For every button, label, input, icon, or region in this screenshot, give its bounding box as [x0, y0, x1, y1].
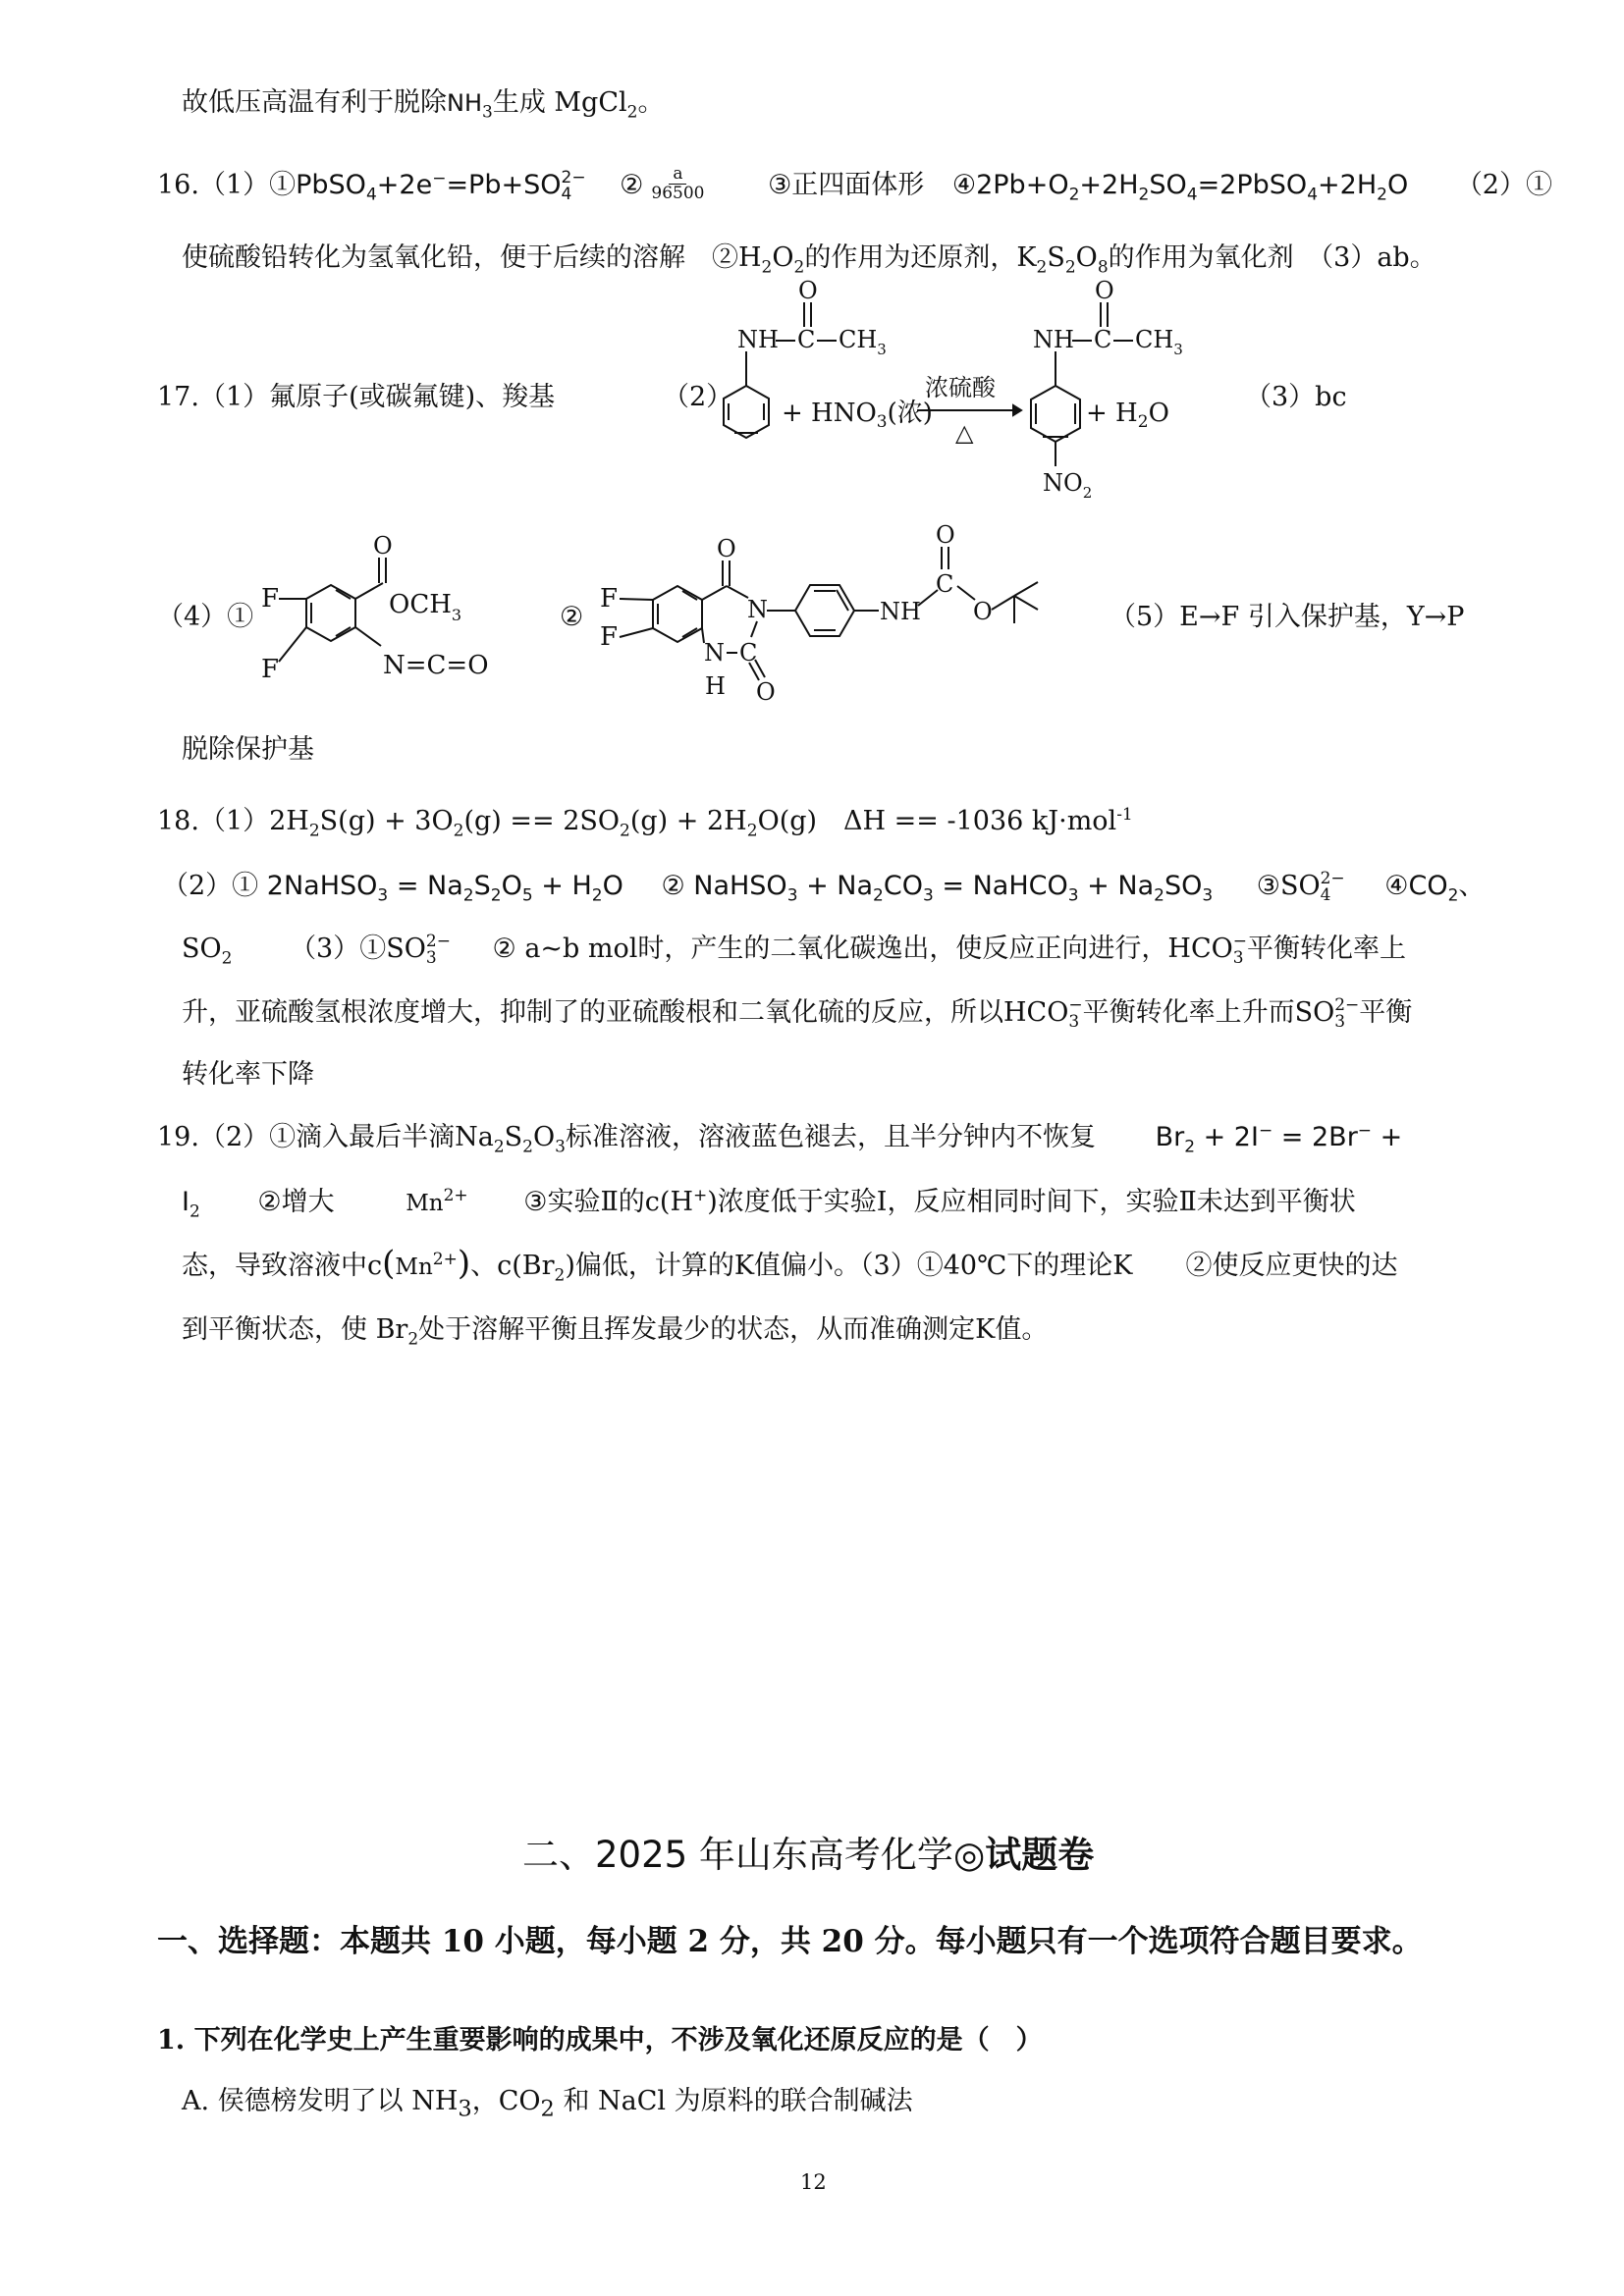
- quin-o4: O: [717, 535, 736, 562]
- acetanilide-ch3: [839, 326, 887, 358]
- section2-heading: 一、选择题：本题共 10 小题，每小题 2 分，共 20 分。每小题只有一个选项符合题目要求。: [157, 1924, 1423, 1959]
- q18-line2: [162, 870, 1485, 904]
- q18-line3-a: SO: [182, 934, 222, 964]
- q19-line3: 态，导致溶液中$c(Mn^{2+})$、$c(Br_2)$偏低，计算的K值偏小。（3）①40℃下的理论K ②使反应更快的达: [182, 1244, 1398, 1286]
- isocyanate-och3-sub: 3: [451, 606, 462, 624]
- q18-eq2-d-sub: 3: [1067, 885, 1079, 906]
- q18-line1-a: 18.（1）2H: [157, 806, 309, 836]
- q16-eq1-c-sub: 4: [561, 184, 572, 204]
- q19-line2-d-sup: +: [693, 1186, 708, 1205]
- quin-phenyl-inner3: [837, 590, 848, 611]
- intro-mg-sub: 2: [626, 102, 638, 123]
- q16-eq2-c-sub: 4: [1186, 185, 1198, 205]
- q1-option-a-mid: ，CO: [471, 2086, 541, 2116]
- q19-line3-d: )偏低，计算的K值偏小。（3）①40℃下的理论K ②使反应更快的达: [565, 1251, 1398, 1281]
- q16-fraction-den: 96500: [651, 184, 705, 203]
- q16-eq2-a-sub: 2: [1068, 185, 1080, 205]
- q19-line1: [157, 1121, 1403, 1157]
- q19-eq-d: +: [1372, 1122, 1403, 1152]
- q18-line4-a-sub: 3: [1068, 1011, 1080, 1032]
- q19-line2: [182, 1186, 1356, 1220]
- isocyanate-f2: F: [261, 655, 280, 684]
- quin-c4-bond: [702, 586, 727, 600]
- q19-line4-b: 处于溶解平衡且挥发最少的状态，从而准确测定K值。: [418, 1314, 1049, 1345]
- q1-option-a-end: 和 NaCl 为原料的联合制碱法: [554, 2086, 913, 2116]
- intro-line: [182, 86, 665, 123]
- q18-line3-c-sup: −: [1232, 931, 1247, 951]
- q17-hno3: + HNO: [782, 399, 877, 428]
- q17-part4-marker: （4）①: [157, 602, 254, 632]
- q17-conc: (浓): [887, 399, 933, 428]
- q16-line2-a: 使硫酸铅转化为氢氧化铅，便于后续的溶解 ②H: [182, 242, 762, 273]
- quin-phenyl-ring: [795, 585, 854, 636]
- q18-line2-c-sub: 4: [1320, 884, 1331, 905]
- q18-line3-d: 平衡转化率上: [1247, 934, 1406, 964]
- q17-part3: （3）bc: [1245, 382, 1347, 412]
- q19-line3-a: 态，导致溶液中c: [182, 1251, 383, 1281]
- q18-eq1-c: S: [473, 871, 491, 901]
- q18-line2-c-text: ③SO: [1256, 871, 1321, 901]
- q16-line2-k-sub: 2: [1036, 257, 1048, 278]
- quinazolinedione-structure: [594, 521, 1105, 706]
- q17-part4b-marker: ②: [560, 602, 584, 632]
- q19-line3-b-sup: 2+: [432, 1250, 458, 1269]
- q16-line2: [182, 241, 1436, 278]
- q16-eq2-a: 2Pb+O: [976, 170, 1069, 200]
- q17-h2o: + H: [1086, 399, 1138, 428]
- q18-eq1: [266, 871, 623, 906]
- acetanilide-c: C: [797, 326, 816, 353]
- product-ring: [1031, 386, 1080, 442]
- q19-eq-c-sup: −: [1357, 1121, 1373, 1141]
- page-number: 12: [800, 2170, 827, 2194]
- q16-eq1-c-sup: 2−: [561, 167, 586, 187]
- quin-tbu-me1: [1014, 582, 1038, 596]
- q18-eq2-a: NaHSO: [693, 871, 787, 901]
- q18-eq1-c-sub: 2: [490, 885, 502, 906]
- q18-line4-a-sup: −: [1068, 994, 1083, 1015]
- q16-line2-e: O: [1075, 242, 1098, 273]
- q18-line1-b-sub: 2: [453, 821, 464, 841]
- q18-line2-c-sup: 2−: [1320, 868, 1345, 888]
- intro-text-end: 。: [637, 87, 665, 118]
- q16-line2-c: 的作用为还原剂，K: [804, 242, 1037, 273]
- q18-line2-b: ②: [661, 871, 685, 901]
- product-ch3: [1135, 326, 1183, 358]
- q18-eq1-b-sub: 2: [462, 885, 474, 906]
- q16-fraction-num: a: [669, 165, 686, 185]
- q19-line2-c-sup: 2+: [443, 1186, 468, 1205]
- intro-text-b: 生成 MgCl: [492, 87, 627, 118]
- quin-f2: F: [600, 622, 619, 652]
- q18-eq2-b-sub: 2: [873, 885, 884, 906]
- product-ch3-sub: 3: [1173, 341, 1183, 358]
- q17-line1: [157, 381, 733, 414]
- q16-eq2: [976, 170, 1409, 205]
- q16-part3: ③正四面体形: [768, 170, 925, 200]
- q18-line1-d: (g) + 2H: [629, 806, 747, 836]
- q18-line1-a-sub: 2: [308, 821, 320, 841]
- quin-n3: N: [747, 596, 768, 623]
- product-c: C: [1094, 326, 1112, 353]
- q19-line1-a: 19.（2）①滴入最后半滴Na: [157, 1122, 494, 1152]
- q18-eq2-c-sub: 3: [922, 885, 934, 906]
- quin-benzene-ring: [653, 586, 702, 642]
- q18-eq2-d: = NaHCO: [933, 871, 1068, 901]
- quin-f2-bond: [620, 628, 653, 637]
- q18-line1-e-sup: -1: [1116, 805, 1133, 825]
- q1-option-a-nh3-sub: 3: [458, 2096, 472, 2122]
- q17-last-line: 脱除保护基: [182, 734, 314, 765]
- q19-line4: [182, 1313, 1049, 1350]
- q16-eq2-e: +2H: [1318, 170, 1378, 200]
- q16-eq1-b: +2e: [376, 170, 433, 200]
- q18-line4-a: 升，亚硫酸氢根浓度增大，抑制了的亚硫酸根和二氧化硫的反应，所以HCO: [182, 997, 1069, 1028]
- isocyanate-och3: [389, 590, 461, 624]
- q18-line5: 转化率下降: [182, 1059, 314, 1090]
- product-ch3-text: CH: [1135, 326, 1174, 353]
- q1-option-a-pre: A. 侯德榜发明了以 NH: [182, 2086, 459, 2116]
- q18-eq2-f: SO: [1164, 871, 1203, 901]
- isocyanate-f1: F: [261, 584, 280, 614]
- product-nh: NH: [1033, 326, 1074, 353]
- q18-line3: [182, 933, 1406, 967]
- q18-eq2-c: CO: [883, 871, 923, 901]
- q19-line1-b-sub: 2: [522, 1137, 533, 1157]
- q19-line4-a: 到平衡状态，使 Br: [182, 1314, 408, 1345]
- section2-title-symbol: ◎: [952, 1834, 986, 1876]
- q19-line1-c: O: [533, 1122, 556, 1152]
- q16-eq1-a-sub: 4: [365, 185, 377, 205]
- q16-line2-f: 的作用为氧化剂 （3）ab。: [1108, 242, 1436, 273]
- product-no2: [1043, 469, 1092, 502]
- isocyanate-och3-text: OCH: [389, 590, 452, 619]
- q18-line2-c: [1256, 868, 1345, 905]
- q18-line1-c-sub: 2: [620, 821, 630, 841]
- q19-line2-c: Mn: [406, 1191, 444, 1216]
- quin-f1: F: [600, 584, 619, 614]
- section2-title-b: 试题卷: [985, 1834, 1095, 1876]
- q18-eq1-a-sub: 3: [377, 885, 389, 906]
- q19-line2-d: ③实验Ⅱ的c(H: [523, 1187, 693, 1217]
- q19-eq: [1155, 1121, 1403, 1157]
- q18-line3-a-sub: 2: [221, 948, 233, 969]
- quin-c4n3-bond: [727, 586, 748, 598]
- intro-nh3: NH: [447, 89, 482, 117]
- q16-line2-b-sub: 2: [793, 257, 805, 278]
- intro-text-a: 故低压高温有利于脱除: [182, 87, 447, 118]
- q18-eq1-f: O: [602, 871, 623, 901]
- q19-eq-b: + 2I: [1195, 1122, 1259, 1152]
- isocyanate-f2-bond: [279, 627, 306, 662]
- q19-line1-c-sub: 3: [555, 1137, 566, 1157]
- q16-line2-d-sub: 2: [1064, 257, 1076, 278]
- acetanilide-nh: NH: [737, 326, 779, 353]
- q19-eq-b-sup: −: [1258, 1121, 1273, 1141]
- q18-line3-b: （3）①SO: [290, 934, 426, 964]
- q19-line1-a-sub: 2: [493, 1137, 505, 1157]
- q16-eq2-d-sub: 4: [1307, 185, 1319, 205]
- q16-line2-b: O: [772, 242, 794, 273]
- quin-nh: NH: [880, 598, 921, 625]
- acetanilide-o: O: [798, 277, 818, 304]
- q16-eq2-b-sub: 2: [1138, 185, 1150, 205]
- q18-line1-c: (g) == 2SO: [463, 806, 621, 836]
- isocyanate-ester-structure: [257, 532, 513, 687]
- q18-line2-d-text: ④CO: [1384, 871, 1448, 901]
- q16-eq2-d: =2PbSO: [1197, 170, 1308, 200]
- quin-nh-c-bond: [918, 590, 938, 606]
- quin-c2: C: [739, 639, 758, 667]
- q18-line1-d-sub: 2: [746, 821, 758, 841]
- quin-n1-ring-bond: [702, 628, 704, 643]
- quin-n1-h: H: [705, 672, 726, 700]
- q17-h2o-sub: 2: [1137, 412, 1149, 433]
- q16-part4-marker: ④: [951, 170, 977, 200]
- acetanilide-ch3-text: CH: [839, 326, 878, 353]
- q18-line2-a: （2）①: [162, 871, 259, 901]
- isocyanate-ring: [306, 585, 355, 641]
- product-no2-text: NO: [1043, 469, 1083, 497]
- q18-line2-d-sub: 2: [1447, 885, 1459, 906]
- q16-eq1: [296, 167, 586, 205]
- q18-line1-b: S(g) + 3O: [319, 806, 454, 836]
- q16-eq1-b-sup: −: [432, 169, 447, 188]
- q19-line2-a-sub: 2: [189, 1201, 200, 1222]
- q18-line2-d: [1384, 871, 1486, 906]
- q1-option-a: [182, 2085, 913, 2125]
- isocyanate-ester-bond: [355, 583, 383, 599]
- q18-eq1-d-sub: 5: [521, 885, 533, 906]
- isocyanate-n-bond: [355, 627, 381, 646]
- q16-number: 16.（1）①: [157, 170, 297, 200]
- q18-line1: [157, 805, 1133, 841]
- q16-eq2-c: SO: [1149, 170, 1187, 200]
- q18-line2-d-end: 、: [1458, 871, 1486, 901]
- q18-line3-c: ② a~b mol时，产生的二氧化碳逸出，使反应正向进行，HCO: [492, 934, 1233, 964]
- q19-line2-e: )浓度低于实验Ⅰ，反应相同时间下，实验Ⅱ未达到平衡状: [707, 1187, 1356, 1217]
- q18-eq1-d: O: [501, 871, 522, 901]
- section2-title: [522, 1834, 1094, 1877]
- q19-line3-c: 、c(Br: [470, 1251, 555, 1281]
- q16-line2-e-sub: 8: [1097, 257, 1109, 278]
- quin-carbamate-c: C: [936, 570, 954, 598]
- q18-line4-b-sub: 3: [1334, 1011, 1346, 1032]
- q17-number: 17.（1）氟原子(或碳氟键)、羧基: [157, 382, 556, 412]
- quin-carbamate-o2: O: [973, 598, 993, 625]
- product-o: O: [1095, 277, 1114, 304]
- q19-line1-d: 标准溶液，溶液蓝色褪去，且半分钟内不恢复: [565, 1122, 1096, 1152]
- q17-catalyst: 浓硫酸: [925, 374, 996, 401]
- isocyanate-o: O: [373, 532, 393, 560]
- quin-n1: N: [704, 639, 725, 667]
- q16-eq1-a: PbSO: [296, 170, 366, 200]
- q19-eq-a: Br: [1155, 1122, 1185, 1152]
- q17-hno3-sub: 3: [876, 412, 888, 433]
- q18-line3-b-sup: 2−: [425, 931, 451, 951]
- quin-n3c2-bond: [751, 621, 757, 637]
- q1-stem: 1. 下列在化学史上产生重要影响的成果中，不涉及氧化还原反应的是（ ）: [157, 2025, 1043, 2056]
- q18-line3-b-sub: 3: [425, 947, 437, 968]
- q16-line2-d: S: [1047, 242, 1065, 273]
- q18-eq1-e-sub: 2: [591, 885, 603, 906]
- isocyanate-nco: N=C=O: [383, 651, 489, 680]
- quin-o2: O: [756, 678, 776, 706]
- q18-eq2-e-sub: 2: [1154, 885, 1164, 906]
- q18-eq2-b: + Na: [797, 871, 874, 901]
- q17-water: [1086, 397, 1169, 433]
- q17-part2-marker: （2）: [663, 382, 733, 412]
- q18-line4-c: 平衡: [1359, 997, 1413, 1028]
- intro-nh3-sub: 3: [482, 102, 493, 123]
- q16-eq2-b: +2H: [1079, 170, 1139, 200]
- product-no2-sub: 2: [1082, 484, 1093, 502]
- q16-eq2-f: O: [1386, 170, 1409, 200]
- q16-fraction: [647, 165, 708, 203]
- q19-line3-c-sub: 2: [554, 1265, 566, 1286]
- q19-line1-b: S: [504, 1122, 523, 1152]
- q17-heat: △: [955, 419, 974, 447]
- q19-line2-a: I: [182, 1187, 189, 1217]
- q17-part5: （5）E→F 引入保护基，Y→P: [1110, 602, 1465, 632]
- section2-title-a: 二、2025 年山东高考化学: [522, 1834, 953, 1876]
- q19-line3-b: Mn: [395, 1255, 433, 1280]
- q18-line3-c-sub: 3: [1232, 947, 1244, 968]
- q19-eq-a-sub: 2: [1184, 1137, 1196, 1157]
- acetanilide-ring: [724, 386, 769, 438]
- q18-eq2: [693, 871, 1214, 906]
- q17-reagent: [782, 397, 933, 433]
- acetanilide-ch3-sub: 3: [877, 341, 887, 358]
- q18-eq2-e: + Na: [1078, 871, 1155, 901]
- q18-eq2-f-sub: 3: [1202, 885, 1214, 906]
- q19-line2-b: ②增大: [257, 1187, 335, 1217]
- q18-line4-b: 平衡转化率上升而SO: [1082, 997, 1335, 1028]
- q16-part2-marker: ②: [620, 170, 644, 200]
- q1-option-a-co2-sub: 2: [540, 2096, 555, 2122]
- q17-h2o-o: O: [1148, 399, 1169, 428]
- quin-f1-bond: [620, 599, 653, 600]
- q18-line4-b-sup: 2−: [1334, 994, 1360, 1015]
- q19-eq-c: = 2Br: [1272, 1122, 1358, 1152]
- q18-eq1-e: + H: [532, 871, 592, 901]
- q18-eq1-a: 2NaHSO: [266, 871, 378, 901]
- q16-line1: [157, 164, 1552, 205]
- quin-tbu-me2: [1014, 596, 1038, 610]
- quin-carbamate-o1: O: [936, 521, 955, 549]
- q16-part5: （2）①: [1455, 170, 1552, 200]
- quin-tbu-bond: [992, 596, 1014, 610]
- q18-eq1-b: = Na: [388, 871, 463, 901]
- q16-eq1-c: =Pb+SO: [446, 170, 562, 200]
- q18-line4: [182, 996, 1412, 1031]
- q16-line2-h-sub: 2: [761, 257, 773, 278]
- q18-line1-e: O(g) ΔH == -1036 kJ·mol: [757, 806, 1117, 836]
- q18-eq2-a-sub: 3: [786, 885, 798, 906]
- q16-eq2-e-sub: 2: [1377, 185, 1387, 205]
- q19-line4-a-sub: 2: [407, 1329, 419, 1350]
